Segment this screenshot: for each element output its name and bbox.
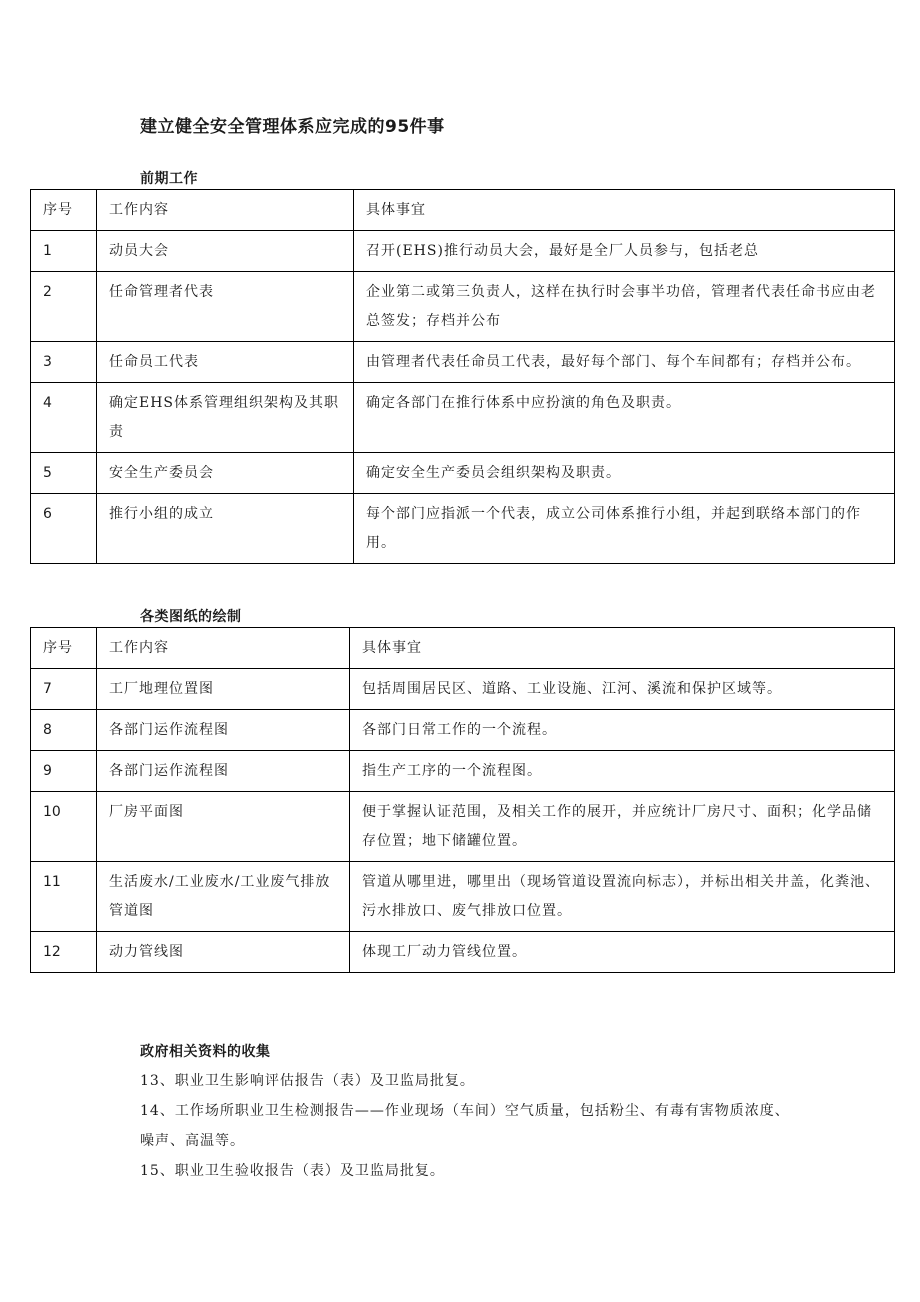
section-heading-government: 政府相关资料的收集	[140, 1044, 271, 1060]
table-row	[31, 932, 895, 973]
table-row	[31, 231, 895, 272]
table-header-row	[31, 190, 895, 231]
row-details: 体现工厂动力管线位置。	[350, 932, 895, 973]
header-cell-index: 序号	[31, 628, 97, 669]
row-details: 由管理者代表任命员工代表，最好每个部门、每个车间都有；存档并公布。	[354, 342, 895, 383]
row-task: 任命员工代表	[97, 342, 354, 383]
row-details: 管道从哪里进，哪里出（现场管道设置流向标志），并标出相关井盖，化粪池、污水排放口、废气排放口位置。	[350, 862, 895, 932]
table-row	[31, 453, 895, 494]
header-cell-details: 具体事宜	[350, 628, 895, 669]
table-row	[31, 383, 895, 453]
table-row	[31, 751, 895, 792]
header-cell-task: 工作内容	[97, 190, 354, 231]
list-item: 14、工作场所职业卫生检测报告——作业现场（车间）空气质量，包括粉尘、有毒有害物质浓度、噪声、高温等。	[140, 1103, 790, 1149]
header-cell-task: 工作内容	[97, 628, 350, 669]
table-row	[31, 792, 895, 862]
table-row	[31, 669, 895, 710]
row-details: 便于掌握认证范围，及相关工作的展开，并应统计厂房尺寸、面积；化学品储存位置；地下储罐位置。	[350, 792, 895, 862]
row-index: 5	[31, 453, 97, 494]
table-row	[31, 710, 895, 751]
row-index: 2	[31, 272, 97, 342]
table-row	[31, 862, 895, 932]
row-task: 确定EHS体系管理组织架构及其职责	[97, 383, 354, 453]
row-index: 12	[31, 932, 97, 973]
row-details: 确定各部门在推行体系中应扮演的角色及职责。	[354, 383, 895, 453]
row-details: 各部门日常工作的一个流程。	[350, 710, 895, 751]
row-details: 每个部门应指派一个代表，成立公司体系推行小组，并起到联络本部门的作用。	[354, 494, 895, 564]
row-index: 8	[31, 710, 97, 751]
row-index: 6	[31, 494, 97, 564]
header-cell-details: 具体事宜	[354, 190, 895, 231]
row-details: 指生产工序的一个流程图。	[350, 751, 895, 792]
row-index: 4	[31, 383, 97, 453]
row-task: 工厂地理位置图	[97, 669, 350, 710]
drawings-table	[30, 627, 895, 973]
row-task: 推行小组的成立	[97, 494, 354, 564]
table-row	[31, 272, 895, 342]
row-details: 确定安全生产委员会组织架构及职责。	[354, 453, 895, 494]
table-row	[31, 494, 895, 564]
row-index: 9	[31, 751, 97, 792]
row-task: 动力管线图	[97, 932, 350, 973]
row-task: 各部门运作流程图	[97, 751, 350, 792]
row-index: 11	[31, 862, 97, 932]
list-item: 15、职业卫生验收报告（表）及卫监局批复。	[140, 1163, 445, 1179]
table-row	[31, 342, 895, 383]
row-index: 10	[31, 792, 97, 862]
header-cell-index: 序号	[31, 190, 97, 231]
row-index: 1	[31, 231, 97, 272]
section-heading-preliminary: 前期工作	[140, 171, 198, 187]
row-details: 召开(EHS)推行动员大会，最好是全厂人员参与，包括老总	[354, 231, 895, 272]
row-index: 7	[31, 669, 97, 710]
section-heading-drawings: 各类图纸的绘制	[140, 609, 242, 625]
list-item: 13、职业卫生影响评估报告（表）及卫监局批复。	[140, 1073, 475, 1089]
table-header-row	[31, 628, 895, 669]
row-task: 安全生产委员会	[97, 453, 354, 494]
row-details: 企业第二或第三负责人，这样在执行时会事半功倍，管理者代表任命书应由老总签发；存档并公布	[354, 272, 895, 342]
row-index: 3	[31, 342, 97, 383]
row-task: 动员大会	[97, 231, 354, 272]
row-task: 任命管理者代表	[97, 272, 354, 342]
row-task: 各部门运作流程图	[97, 710, 350, 751]
document-title: 建立健全安全管理体系应完成的95件事	[140, 117, 445, 137]
preliminary-work-table	[30, 189, 895, 564]
row-task: 生活废水/工业废水/工业废气排放管道图	[97, 862, 350, 932]
row-task: 厂房平面图	[97, 792, 350, 862]
row-details: 包括周围居民区、道路、工业设施、江河、溪流和保护区域等。	[350, 669, 895, 710]
